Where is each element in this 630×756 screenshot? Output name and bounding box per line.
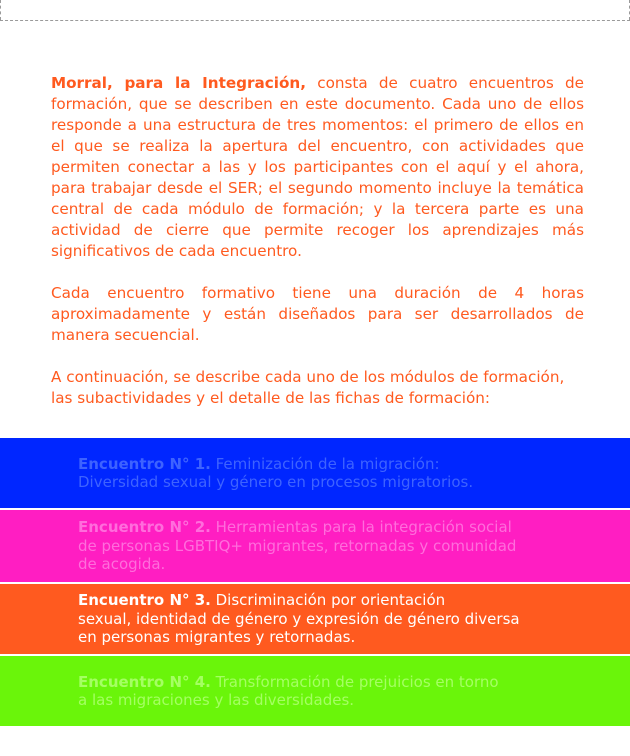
intro-paragraph-2: Cada encuentro formativo tiene una duración de 4 horas aproximadamente y están diseñados para ser desarrollados de manera secuencial.: [51, 284, 584, 344]
encuentro-1-line1: Feminización de la migración:: [210, 454, 440, 473]
encuentro-1-text: [78, 455, 578, 492]
intro-text: [51, 73, 584, 430]
encuentro-4-text: [78, 673, 578, 710]
dashed-top-border: [0, 20, 630, 21]
encuentro-1-band: [0, 438, 630, 508]
encuentro-3-label: Encuentro N° 3.: [78, 591, 211, 610]
encuentro-3-text: [78, 591, 578, 647]
encuentro-4-label: Encuentro N° 4.: [78, 672, 211, 691]
encuentro-2-band: [0, 510, 630, 582]
encuentro-2-text: [78, 518, 578, 574]
encuentro-2-label: Encuentro N° 2.: [78, 518, 211, 537]
encuentro-3-line2: sexual, identidad de género y expresión de género diversa: [78, 609, 520, 628]
intro-lead: Morral, para la Integración,: [51, 74, 306, 92]
encuentro-1-line2: Diversidad sexual y género en procesos migratorios.: [78, 473, 474, 491]
intro-paragraph-1-body: consta de cuatro encuentros de formación, que se describen en este documento. Cada uno de ellos responde a una estructura de tres momentos: el primero de ellos en el que se realiza la apertura del encuentro, con actividades que permiten conectar a las y los participantes con el aquí y el ahora, para trabajar desde el SER; el segundo momento incluye la temática central de cada módulo de formación; y la tercera parte es una actividad de cierre que permite recoger los aprendizajes más significativos de cada encuentro.: [51, 74, 584, 260]
encuentro-3-line3: en personas migrantes y retornadas.: [78, 628, 356, 647]
encuentro-3-band: [0, 584, 630, 654]
encuentro-2-line3: de acogida.: [78, 555, 166, 574]
encuentro-4-line1: Transformación de prejuicios en torno: [210, 672, 499, 691]
encuentro-2-line2: de personas LGBTIQ+ migrantes, retornadas y comunidad: [78, 536, 517, 555]
intro-paragraph-3: A continuación, se describe cada uno de los módulos de formación, las subactividades y el detalle de las fichas de formación:: [51, 368, 565, 407]
encuentro-1-label: Encuentro N° 1.: [78, 454, 211, 473]
dashed-left-border: [0, 0, 1, 20]
intro-paragraph-1: [51, 73, 584, 262]
encuentro-4-band: [0, 656, 630, 726]
encuentro-3-line1: Discriminación por orientación: [210, 591, 446, 610]
encuentro-4-line2: a las migraciones y las diversidades.: [78, 691, 355, 709]
encuentro-2-line1: Herramientas para la integración social: [210, 518, 512, 537]
